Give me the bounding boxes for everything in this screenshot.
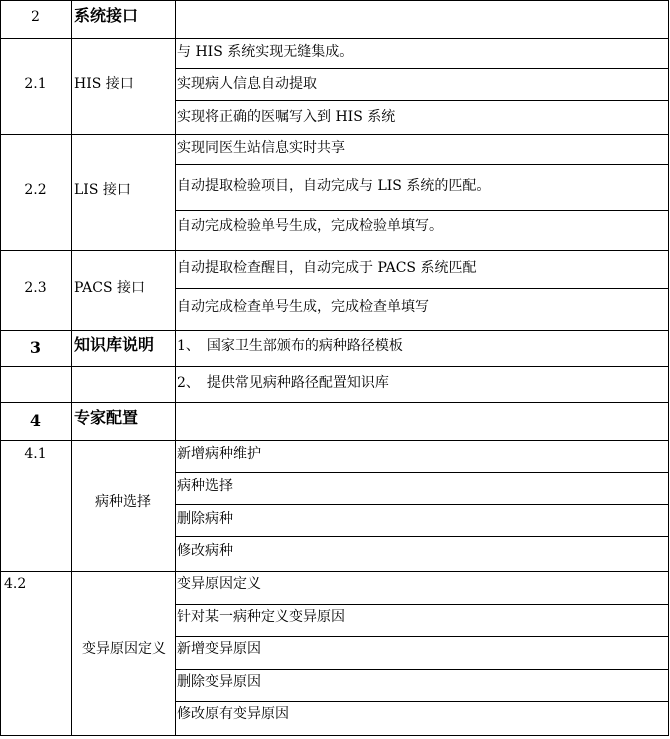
- row-border: [0, 38, 669, 39]
- item-text: 实现将正确的医嘱写入到 HIS 系统: [177, 109, 396, 125]
- row-border: [175, 669, 669, 670]
- row-border: [0, 330, 669, 331]
- row-border: [0, 134, 669, 135]
- row-border: [175, 604, 669, 605]
- interface-name: PACS 接口: [74, 280, 145, 296]
- item-text: 新增变异原因: [177, 641, 261, 657]
- item-text: 删除变异原因: [177, 674, 261, 690]
- row-border: [0, 735, 669, 736]
- interface-name: HIS 接口: [74, 76, 134, 92]
- row-border: [0, 0, 669, 1]
- row-border: [175, 210, 669, 211]
- section-title: 专家配置: [74, 408, 139, 427]
- function-name: 病种选择: [95, 494, 151, 510]
- row-number: 4.2: [4, 576, 27, 592]
- row-border: [175, 636, 669, 637]
- col-border: [71, 0, 72, 736]
- item-text: 修改病种: [177, 543, 233, 559]
- item-text: 与 HIS 系统实现无缝集成。: [177, 44, 354, 60]
- item-text: 自动完成检验单号生成，完成检验单填写。: [177, 218, 443, 234]
- row-border: [175, 68, 669, 69]
- item-text: 自动提取检查醒目，自动完成于 PACS 系统匹配: [177, 260, 477, 276]
- row-border: [0, 440, 669, 441]
- item-text: 自动提取检验项目，自动完成与 LIS 系统的匹配。: [177, 178, 491, 194]
- item-text: 实现病人信息自动提取: [177, 76, 317, 92]
- item-text: 针对某一病种定义变异原因: [177, 609, 345, 625]
- item-text: 自动完成检查单号生成，完成检查单填写: [177, 299, 429, 315]
- col-border: [175, 0, 176, 736]
- item-text: 实现同医生站信息实时共享: [177, 140, 345, 156]
- row-number: 2.2: [24, 182, 47, 198]
- row-border: [175, 288, 669, 289]
- row-number: 4: [29, 411, 42, 430]
- row-number: 2.1: [24, 76, 47, 92]
- item-text: 删除病种: [177, 511, 233, 527]
- row-number: 2.3: [24, 280, 47, 296]
- row-number: 3: [29, 338, 42, 357]
- row-number: 2: [31, 9, 40, 25]
- row-border: [175, 472, 669, 473]
- item-text: 变异原因定义: [177, 576, 261, 592]
- section-title: 系统接口: [74, 6, 139, 25]
- row-number: 4.1: [24, 446, 47, 462]
- item-text: 2、 提供常见病种路径配置知识库: [177, 375, 389, 391]
- interface-name: LIS 接口: [74, 182, 131, 198]
- row-border: [175, 701, 669, 702]
- row-border: [175, 100, 669, 101]
- item-text: 新增病种维护: [177, 446, 261, 462]
- row-border: [175, 164, 669, 165]
- row-border: [175, 536, 669, 537]
- row-border: [0, 250, 669, 251]
- col-border: [0, 0, 1, 736]
- function-name: 变异原因定义: [82, 641, 166, 657]
- row-border: [175, 504, 669, 505]
- row-border: [0, 366, 669, 367]
- row-border: [0, 571, 669, 572]
- item-text: 病种选择: [177, 478, 233, 494]
- col-border: [668, 0, 669, 736]
- item-text: 1、 国家卫生部颁布的病种路径模板: [177, 338, 403, 354]
- item-text: 修改原有变异原因: [177, 706, 289, 722]
- section-title: 知识库说明: [74, 335, 155, 354]
- row-border: [0, 402, 669, 403]
